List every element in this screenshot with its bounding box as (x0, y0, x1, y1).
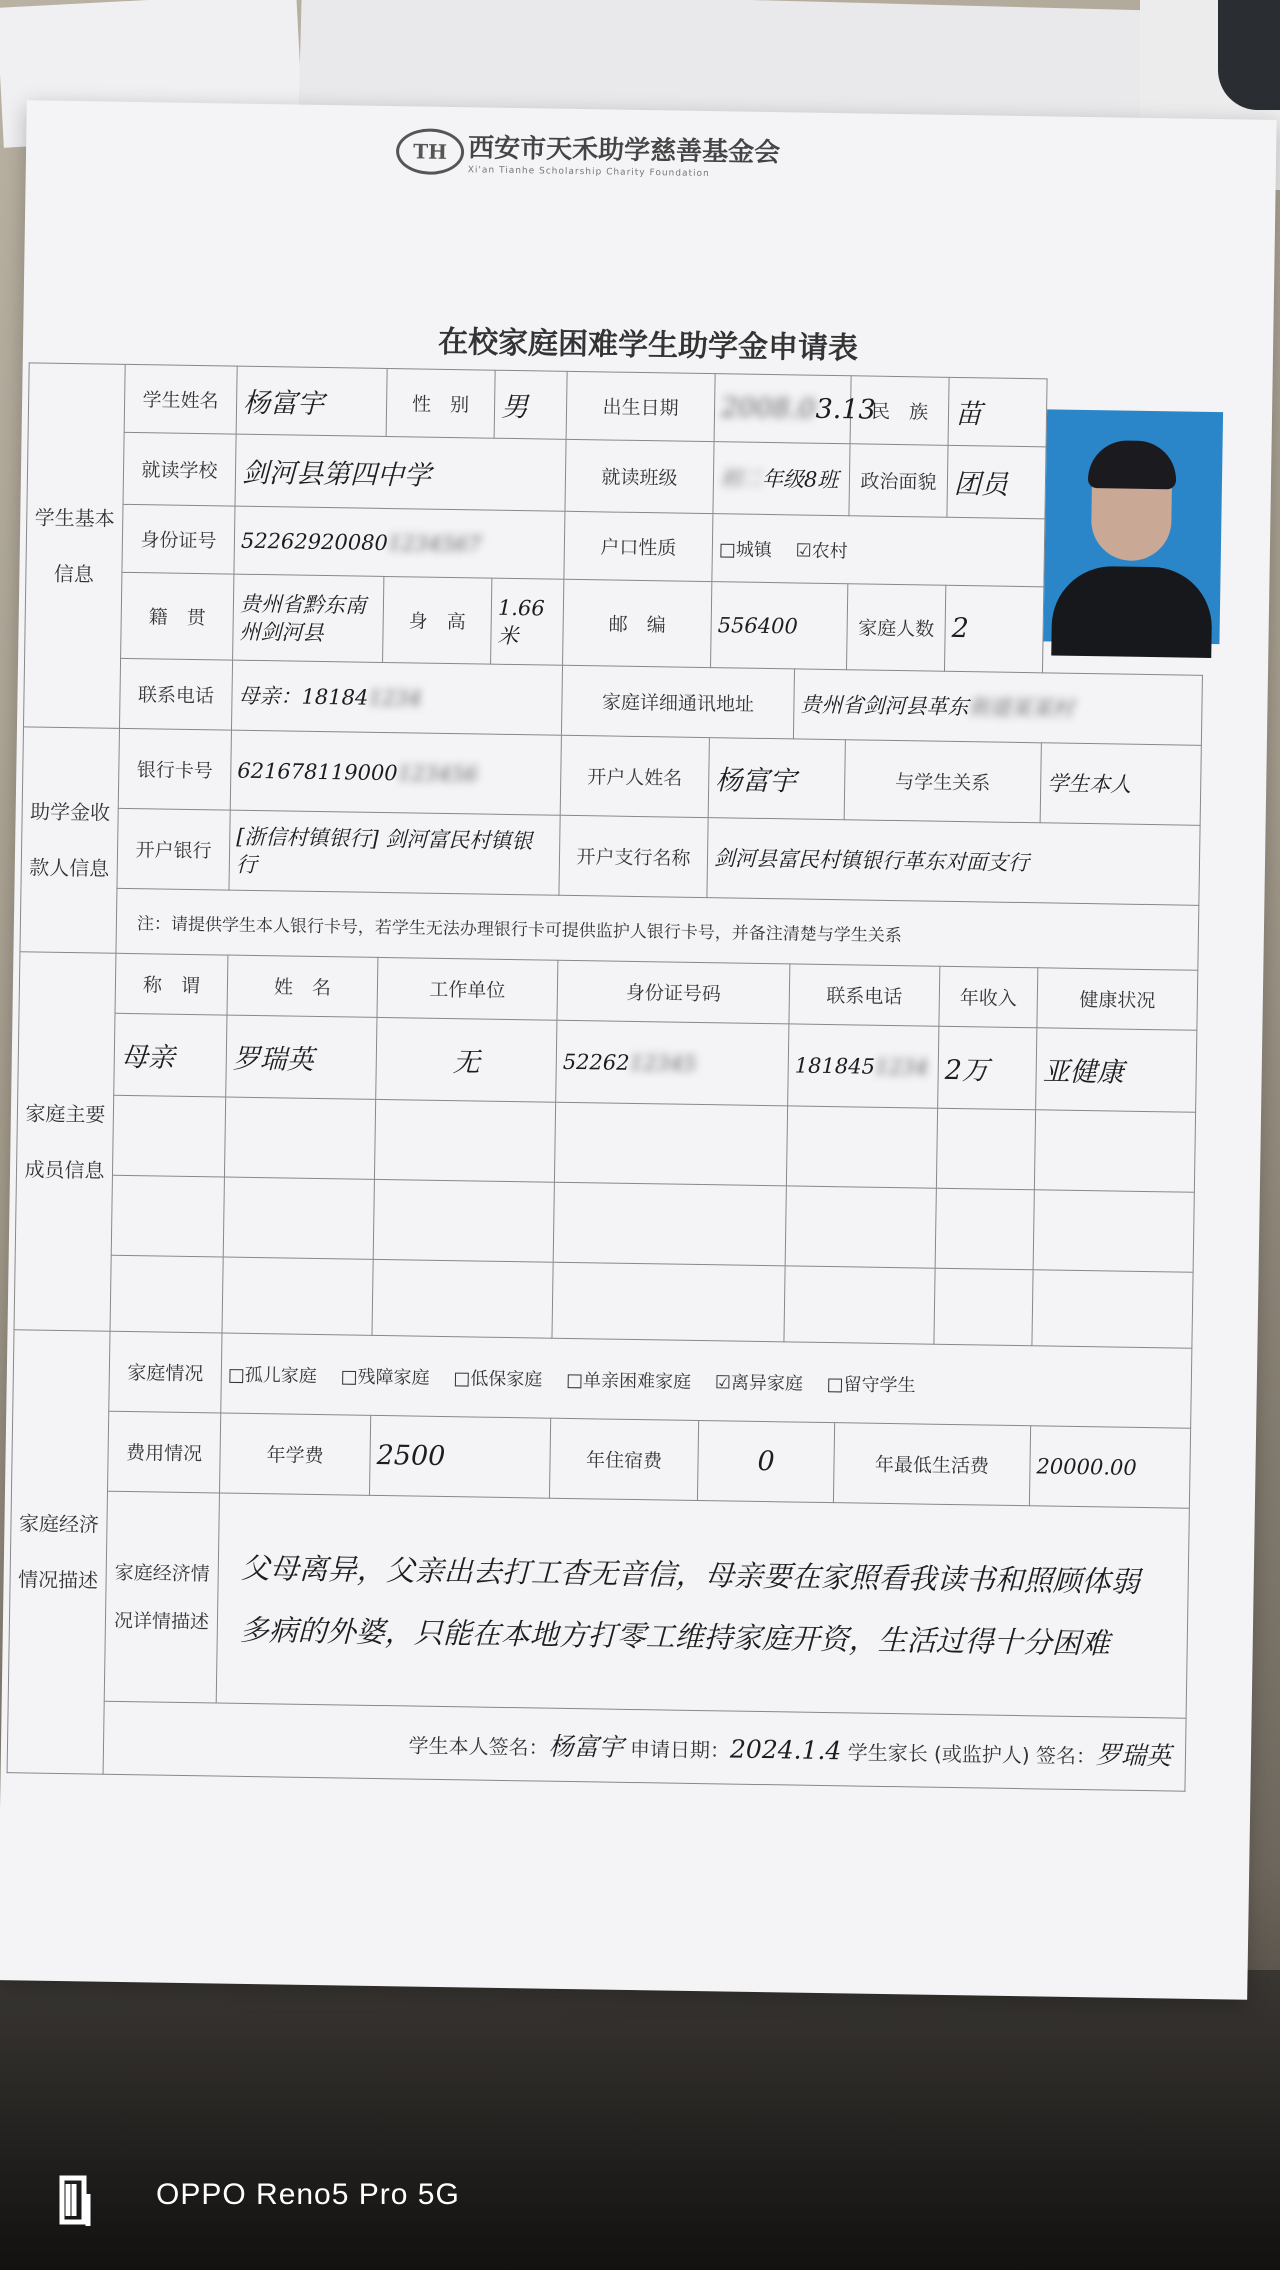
detail-label: 家庭经济情况详情描述 (104, 1491, 219, 1703)
school-label: 就读学校 (123, 432, 236, 506)
tuition-value: 2500 (369, 1415, 550, 1498)
option-single-parent: □单亲困难家庭 (565, 1369, 692, 1393)
option-disabled: □残障家庭 (340, 1365, 430, 1389)
relation-value: 学生本人 (1040, 743, 1201, 826)
branch-value: 剑河县富民村镇银行革东对面支行 (707, 818, 1200, 906)
relation-label: 与学生关系 (844, 740, 1041, 823)
student-signature: 杨富宇 (548, 1731, 624, 1762)
device-lens (1218, 0, 1280, 110)
birth-date-value: 2008.03.13 (714, 374, 851, 444)
foundation-name: 西安市天禾助学慈善基金会 (467, 133, 781, 169)
section-family-members: 家庭主要成员信息 (14, 952, 116, 1331)
apply-date: 2024.1.4 (729, 1734, 842, 1766)
address-label: 家庭详细通讯地址 (561, 665, 794, 739)
col-income: 年收入 (939, 966, 1038, 1028)
hukou-option-urban: □城镇 (718, 538, 773, 561)
postcode-label: 邮 编 (563, 579, 712, 667)
option-orphan: □孤儿家庭 (227, 1364, 318, 1387)
option-left-behind: □留守学生 (826, 1373, 916, 1396)
ethnicity-value: 苗 (948, 377, 1047, 447)
member-name: 罗瑞英 (226, 1015, 377, 1099)
camera-watermark-text: OPPO Reno5 Pro 5G (156, 2178, 460, 2211)
bank-card-label: 银行卡号 (118, 728, 231, 810)
application-form-paper (0, 100, 1277, 1999)
camera-brand-icon (58, 2174, 98, 2226)
foundation-name-en: Xi'an Tianhe Scholarship Charity Foundation (467, 165, 710, 180)
postcode-value: 556400 (711, 582, 848, 670)
birth-date-label: 出生日期 (566, 371, 715, 441)
phone-value: 母亲：181841234 (231, 660, 562, 735)
apply-date-label: 申请日期： (629, 1736, 731, 1763)
col-name: 姓 名 (227, 955, 378, 1017)
camera-watermark (58, 2172, 478, 2232)
member-health: 亚健康 (1036, 1028, 1197, 1113)
member-income: 2万 (938, 1026, 1037, 1110)
political-status-label: 政治面貌 (849, 444, 948, 518)
fees-label: 费用情况 (108, 1411, 221, 1493)
member-phone: 1818451234 (788, 1024, 939, 1108)
bank-name-value: [浙信村镇银行] 剑河富民村镇银行 (229, 810, 560, 895)
parent-signature-label: 学生家长 (或监护人) 签名： (847, 1740, 1097, 1769)
school-value: 剑河县第四中学 (235, 434, 566, 511)
detail-description: 父母离异，父亲出去打工杳无音信，母亲要在家照看我读书和照顾体弱多病的外婆，只能在本地方打零工维持家庭开资，生活过得十分困难 (216, 1493, 1189, 1718)
signature-row (103, 1701, 1186, 1791)
account-holder-value: 杨富宇 (708, 738, 845, 820)
family-situation-label: 家庭情况 (109, 1331, 222, 1413)
class-value: 初二年级8班 (713, 442, 850, 516)
account-holder-label: 开户人姓名 (560, 735, 709, 817)
photo-cell (1043, 379, 1208, 675)
dorm-fee-value: 0 (697, 1421, 834, 1503)
col-id-number: 身份证号码 (557, 960, 790, 1024)
section-economy: 家庭经济情况描述 (7, 1330, 110, 1774)
student-name-value: 杨富宇 (236, 366, 387, 436)
family-count-label: 家庭人数 (847, 584, 946, 672)
option-low-income: □低保家庭 (453, 1367, 543, 1391)
address-value: 贵州省剑河县革东街道某某村 (793, 669, 1202, 745)
living-cost-label: 年最低生活费 (833, 1423, 1030, 1506)
col-relation: 称 谓 (115, 953, 228, 1015)
section-bank-info: 助学金收款人信息 (20, 727, 120, 953)
hukou-option-rural: ☑农村 (795, 539, 848, 562)
hukou-options (712, 514, 1045, 587)
bank-note: 注：请提供学生本人银行卡号，若学生无法办理银行卡可提供监护人银行卡号，并备注清楚与学生关系 (116, 888, 1199, 970)
hukou-label: 户口性质 (564, 511, 713, 581)
ethnicity-label: 民 族 (850, 376, 949, 446)
application-table (7, 362, 1208, 1791)
student-signature-label: 学生本人签名： (408, 1733, 549, 1760)
student-photo (1043, 410, 1223, 645)
col-health: 健康状况 (1037, 968, 1198, 1031)
dorm-fee-label: 年住宿费 (549, 1418, 698, 1500)
family-situation-options (221, 1333, 1192, 1428)
gender-label: 性 别 (386, 368, 495, 438)
foundation-header (396, 126, 897, 194)
option-divorced: ☑离异家庭 (714, 1371, 804, 1395)
phone-label: 联系电话 (119, 658, 232, 730)
form-title: 在校家庭困难学生助学金申请表 (437, 324, 859, 367)
tuition-label: 年学费 (219, 1413, 370, 1495)
id-number-value: 522629200801234567 (234, 506, 565, 579)
branch-label: 开户支行名称 (559, 815, 708, 897)
foundation-logo: TH (396, 128, 465, 175)
student-name-label: 学生姓名 (124, 364, 237, 434)
gender-value: 男 (494, 370, 567, 439)
col-employer: 工作单位 (377, 957, 558, 1020)
col-phone: 联系电话 (789, 964, 940, 1026)
member-id-number: 5226212345 (556, 1020, 789, 1106)
native-place-label: 籍 贯 (121, 572, 234, 660)
class-label: 就读班级 (565, 439, 714, 513)
bank-name-label: 开户银行 (117, 808, 230, 890)
native-place-value: 贵州省黔东南州剑河县 (233, 574, 384, 662)
member-employer: 无 (376, 1017, 557, 1102)
section-student-info: 学生基本信息 (24, 363, 126, 728)
political-status-value: 团员 (947, 445, 1046, 519)
family-count-value: 2 (945, 585, 1044, 673)
parent-signature: 罗瑞英 (1095, 1740, 1172, 1771)
id-number-label: 身份证号 (122, 504, 235, 574)
height-value: 1.66米 (491, 578, 564, 665)
height-label: 身 高 (383, 576, 492, 664)
bank-card-value: 621678119000123456 (230, 730, 561, 815)
member-relation: 母亲 (114, 1013, 227, 1097)
living-cost-value: 20000.00 (1029, 1426, 1190, 1509)
